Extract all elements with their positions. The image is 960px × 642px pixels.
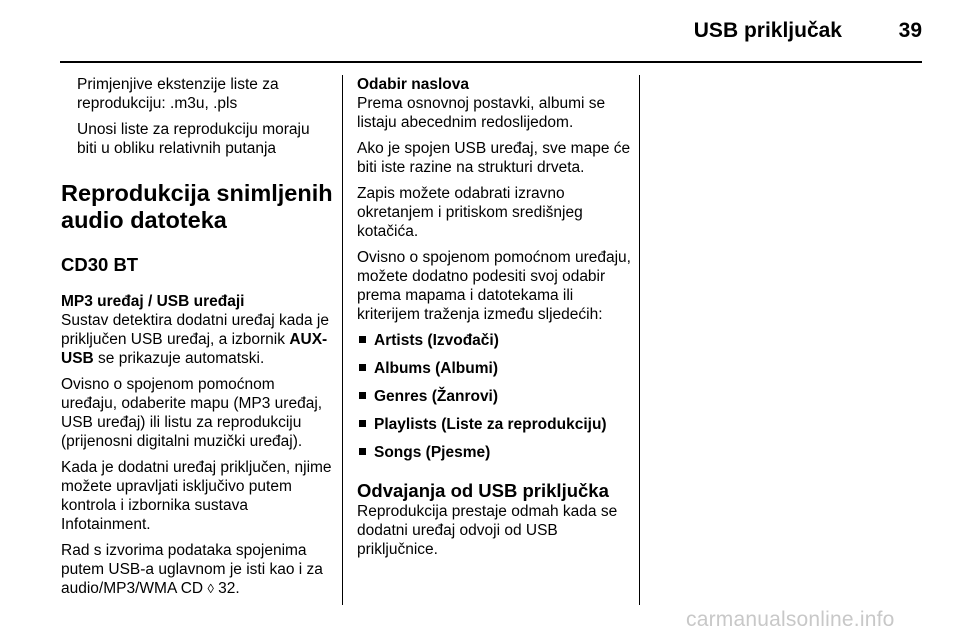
paragraph-criteria: Ovisno o spojenom pomoćnom uređaju, možete dodatno podesiti svoj odabir prema mapama i datotekama ili kriterijem traženja između sljedećih: (357, 249, 631, 323)
bullet-icon (359, 364, 366, 371)
menu-name: AUX-USB (61, 331, 328, 367)
list-item: Artists (Izvođači) (359, 331, 632, 350)
subsection-title: MP3 uređaj / USB uređaji (61, 293, 245, 310)
list-item: Playlists (Liste za reprodukciju) (359, 415, 632, 434)
list-item: Genres (Žanrovi) (359, 387, 632, 406)
page-reference-arrow-icon: ◊ (207, 581, 214, 596)
page-number: 39 (898, 19, 922, 42)
page-reference-link[interactable]: 32. (213, 580, 240, 597)
bullet-icon (359, 448, 366, 455)
header-title: USB priključak (693, 19, 842, 42)
bullet-icon (359, 392, 366, 399)
intro-paragraph-2: Unosi liste za reprodukciju moraju biti u obliku relativnih putanja (77, 121, 310, 157)
header-divider (60, 61, 922, 63)
watermark: carmanualsonline.info (686, 608, 895, 631)
paragraph-knob: Zapis možete odabrati izravno okretanjem i pritiskom središnjeg kotačića. (357, 185, 583, 240)
list-item: Songs (Pjesme) (359, 443, 632, 462)
middle-column (357, 75, 632, 566)
paragraph-default: Prema osnovnoj postavki, albumi se listaju abecednim redoslijedom. (357, 95, 606, 131)
section-heading: Reprodukcija snimljenih audio datoteka (61, 180, 333, 233)
paragraph-usb-sources: Rad s izvorima podataka spojenima putem USB-a uglavnom je isti kao i za audio/MP3/WMA CD ◊ 32. (61, 542, 323, 597)
subheading: CD30 BT (61, 254, 139, 275)
paragraph-disconnect: Reprodukcija prestaje odmah kada se dodatni uređaj odvoji od USB priključnice. (357, 503, 618, 558)
paragraph-control: Kada je dodatni uređaj priključen, njime možete upravljati isključivo putem kontrola i izbornika sustava Infotainment. (61, 459, 332, 533)
column-divider-left (342, 75, 343, 605)
intro-paragraph-1: Primjenjive ekstenzije liste za reprodukciju: .m3u, .pls (77, 76, 279, 112)
criteria-list (357, 331, 632, 462)
bullet-icon (359, 420, 366, 427)
subsection-title-track-selection: Odabir naslova (357, 76, 469, 93)
left-column (61, 75, 333, 605)
bullet-icon (359, 336, 366, 343)
paragraph-detection: Sustav detektira dodatni uređaj kada je priključen USB uređaj, a izbornik AUX-USB se prikazuje automatski. (61, 312, 329, 367)
paragraph-select-folder: Ovisno o spojenom pomoćnom uređaju, odaberite mapu (MP3 uređaj, USB uređaj) ili listu za reprodukciju (prijenosni digitalni muzički uređaj). (61, 376, 323, 450)
paragraph-tree: Ako je spojen USB uređaj, sve mape će biti iste razine na strukturi drveta. (357, 140, 631, 176)
section-heading-disconnect: Odvajanja od USB priključka (357, 480, 609, 501)
column-divider-right (639, 75, 640, 605)
list-item: Albums (Albumi) (359, 359, 632, 378)
